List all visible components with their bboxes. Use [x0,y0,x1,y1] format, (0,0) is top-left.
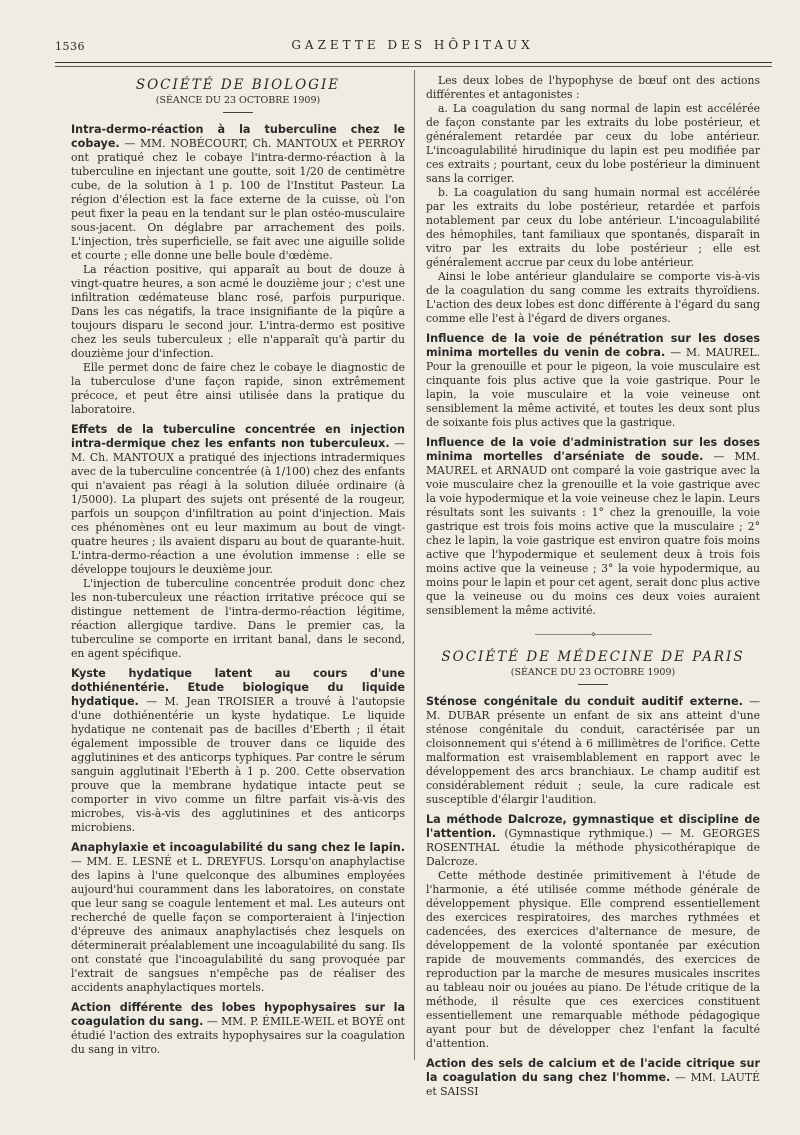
article-paragraph: La réaction positive, qui apparaît au bout de douze à vingt-quatre heures, a son acmé le douzième jour ; c'est une infiltration œdémateuse blanc rosé, parfois purpurique. Dans les cas négatifs, la trace insignifiante de la piqûre a toujours disparu le second jour. L'intra-dermo est positive chez les seuls tuberculeux ; elle n'apparaît qu'à partir du douzième jour d'infection. [71,263,405,360]
article [71,1001,405,1057]
article [71,123,405,417]
article-paragraph [426,332,760,430]
article-heading: Sténose congénitale du conduit auditif externe. [426,695,743,708]
page-number: 1536 [55,40,85,53]
left-articles [71,123,405,1057]
left-column [71,74,405,1063]
article-heading: Influence de la voie de pénétration sur les doses minima mortelles du venin de cobra. [426,332,760,359]
article-heading: Action différente des lobes hypophysaires sur la coagulation du sang. [71,1001,405,1028]
session-date-2: (SÉANCE DU 23 OCTOBRE 1909) [510,667,676,678]
article-paragraph [71,423,405,577]
article-paragraph [71,667,405,835]
article-text: — M. DUBAR présente un enfant de six ans atteint d'une sténose congénitale du conduit, caractérisée par un cloisonnement qui s'étend à 6 millimètres de l'orifice. Cette malformation est vraisemblablement en rapport avec le développement des arcs branchiaux. Le champ auditif est considérablement réduit ; seule, la cure radicale est susceptible d'élargir l'audition. [426,695,760,806]
column-divider [414,70,415,1060]
article-heading: Anaphylaxie et incoagulabilité du sang chez le lapin. [71,841,405,854]
short-rule-2 [578,684,608,685]
article-paragraph: L'injection de tuberculine concentrée produit donc chez les non-tuberculeux une réaction irritative précoce qui se distingue nettement de l'intra-dermo-réaction légitime, réaction allergique tardive. Dans le premier cas, la tuberculine se comporte en irritant banal, dans le second, en agent spécifique. [71,577,405,660]
article [426,813,760,1051]
article-heading: Influence de la voie d'administration sur les doses minima mortelles d'arséniate de soude. [426,436,760,463]
article-paragraph [71,1001,405,1057]
article-text: — MM. LAUTÉ et SAISSI [426,1071,760,1098]
article-text: — M. Ch. MANTOUX a pratiqué des injections intradermiques avec de la tuberculine concentrée (à 1/100) chez des enfants qui n'avaient pas réagi à la solution diluée ordinaire (à 1/5000). La plupart des sujets ont présenté de la rougeur, parfois un soupçon d'infiltration au point d'injection. Mais ces phénomènes ont eu leur maximum au bout de vingt-quatre heures ; ils avaient disparu au bout de quarante-huit. L'intra-dermo-réaction a une évolution immense : elle se développe toujours le deuxième jour. [71,437,405,576]
right-column [426,74,760,1105]
article-heading: Kyste hydatique latent au cours d'une dothiénentérie. Etude biologique du liquide hydatique. [71,667,405,708]
article [426,1057,760,1099]
article [426,695,760,807]
journal-title: GAZETTE DES HÔPITAUX [291,38,534,52]
article-heading: Intra-dermo-réaction à la tuberculine chez le cobaye. [71,123,405,150]
article-paragraph [71,841,405,995]
article [426,436,760,618]
article-paragraph [426,1057,760,1099]
article [426,332,760,430]
header-rule-thin [55,66,772,67]
running-head [55,40,770,60]
article-text: (Gymnastique rythmique.) — M. GEORGES ROSENTHAL étudie la méthode physicothérapique de Dalcroze. [426,827,761,868]
article-text: — MM. E. LESNÉ et L. DREYFUS. Lorsqu'on anaphylactise des lapins à l'une quelconque des albumines employées aujourd'hui couramment dans les laboratoires, on constate que leur sang se coagule lentement et mal. Les auteurs ont recherché de quelle façon se comporteraient à l'injection d'épreuve des animaux anaphylactisés chez lesquels on déterminerait préalablement une incoagulabilité du sang. Ils ont constaté que l'incoagulabilité du sang provoquée par l'extrait de sangsues n'empêche pas de réaliser des accidents anaphylactiques mortels. [71,855,405,994]
article-paragraph [426,813,760,869]
right-articles [426,332,760,618]
article-paragraph: Elle permet donc de faire chez le cobaye le diagnostic de la tuberculose d'une façon rapide, sinon extrêmement précoce, et peut être ainsi utilisée dans la pratique du laboratoire. [71,361,405,416]
short-rule [223,112,253,113]
intro-paragraph: Ainsi le lobe antérieur glandulaire se comporte vis-à-vis de la coagulation du sang comme les extraits thyroïdiens. L'action des deux lobes est donc différente à l'égard du sang comme elle l'est à l'égard de divers organes. [426,270,760,325]
article [71,841,405,995]
article-paragraph: Cette méthode destinée primitivement à l'étude de l'harmonie, a été utilisée comme méthode générale de développement physique. Elle comprend essentiellement des exercices respiratoires, des marches rythmées et cadencées, des exercices d'alternance de mesure, de développement de la volonté spontanée par exécution rapide de mouvements commandés, des exercices de reproduction par la marche de mesures musicales inscrites au tableau noir ou jouées au piano. De l'étude critique de la méthode, il résulte que ces exercices constituent essentiellement une remarquable méthode pédagogique ayant pour but de développer chez l'enfant la faculté d'attention. [426,869,760,1050]
right-articles-2 [426,695,760,1099]
article-paragraph [426,436,760,618]
intro-paragraph: b. La coagulation du sang humain normal est accélérée par les extraits du lobe postérieur, retardée et parfois notablement par ceux du lobe antérieur. L'incoagulabilité des hémophiles, tant familiaux que spontanés, disparaît in vitro par les extraits du lobe postérieur ; elle est généralement accrue par ceux du lobe antérieur. [426,186,760,269]
article-text: — MM. MAUREL et ARNAUD ont comparé la voie gastrique avec la voie musculaire chez la grenouille et la voie gastrique avec la voie hypodermique et la voie veineuse chez le lapin. Leurs résultats sont les suivants : 1° chez la grenouille, la voie gastrique est trois fois moins active que la musculaire ; 2° chez le lapin, la voie gastrique est environ quatre fois moins active que l'hypodermique et seulement deux à trois fois moins active que la veineuse ; 3° la voie hypodermique, au moins pour le lapin et pour cet agent, serait donc plus active que la veineuse ou du moins ces deux voies auraient sensiblement la même activité. [426,450,760,617]
article-heading: La méthode Dalcroze, gymnastique et discipline de l'attention. [426,813,760,840]
article-text: — MM. P. ÉMILE-WEIL et BOYÉ ont étudié l'action des extraits hypophysaires sur la coagulation du sang in vitro. [71,1015,405,1056]
society-title-2: SOCIÉTÉ DE MÉDECINE DE PARIS [441,649,745,665]
article-heading: Effets de la tuberculine concentrée en injection intra-dermique chez les enfants non tuberculeux. [71,423,405,450]
article-paragraph [71,123,405,263]
society-title: SOCIÉTÉ DE BIOLOGIE [135,77,341,93]
right-intro [426,74,760,326]
article-heading: Action des sels de calcium et de l'acide citrique sur la coagulation du sang chez l'homme. [426,1057,760,1084]
intro-paragraph: Les deux lobes de l'hypophyse de bœuf ont des actions différentes et antagonistes : [426,74,760,101]
section-ornament: ———————⋄——————— [534,630,652,640]
article-text: — M. Jean TROISIER a trouvé à l'autopsie d'une dothiénentérie un kyste hydatique. Le liquide hydatique ne contenait pas de bacilles d'Eberth ; il était également impossible de trouver dans ce liquide des agglutinines et des anticorps typhiques. Par contre le sérum sanguin agglutinait l'Eberth à 1 p. 200. Cette observation prouve que la membrane hydatique intacte peut se comporter in vivo comme un filtre parfait vis-à-vis des microbes, vis-à-vis des agglutinines et des anticorps microbiens. [71,695,405,834]
intro-paragraph: a. La coagulation du sang normal de lapin est accélérée de façon constante par les extraits du lobe postérieur, et généralement retardée par ceux du lobe antérieur. L'incoagulabilité hirudinique du lapin est peu modifiée par ces extraits ; pourtant, ceux du lobe postérieur la diminuent sans la corriger. [426,102,760,185]
session-date: (SÉANCE DU 23 OCTOBRE 1909) [155,95,321,106]
article [71,667,405,835]
header-rule [55,62,772,63]
article-paragraph [426,695,760,807]
article-text: — MM. NOBÉCOURT, Ch. MANTOUX et PERROY ont pratiqué chez le cobaye l'intra-dermo-réaction à la tuberculine en injectant une goutte, soit 1/20 de centimètre cube, de la solution à 1 p. 100 de l'Institut Pasteur. La région d'élection est la face externe de la cuisse, où l'on peut fixer la peau en la tendant sur le plan ostéo-musculaire sous-jacent. On déglabre par arrachement des poils. L'injection, très superficielle, se fait avec une aiguille solide et courte ; elle donne une belle boule d'œdème. [71,137,405,262]
article [71,423,405,661]
article-text: — M. MAUREL. Pour la grenouille et pour le pigeon, la voie musculaire est cinquante fois plus active que la voie gastrique. Pour le lapin, la voie musculaire et la voie veineuse ont sensiblement la même activité, et toutes les deux sont plus de soixante fois plus actives que la gastrique. [426,346,761,429]
